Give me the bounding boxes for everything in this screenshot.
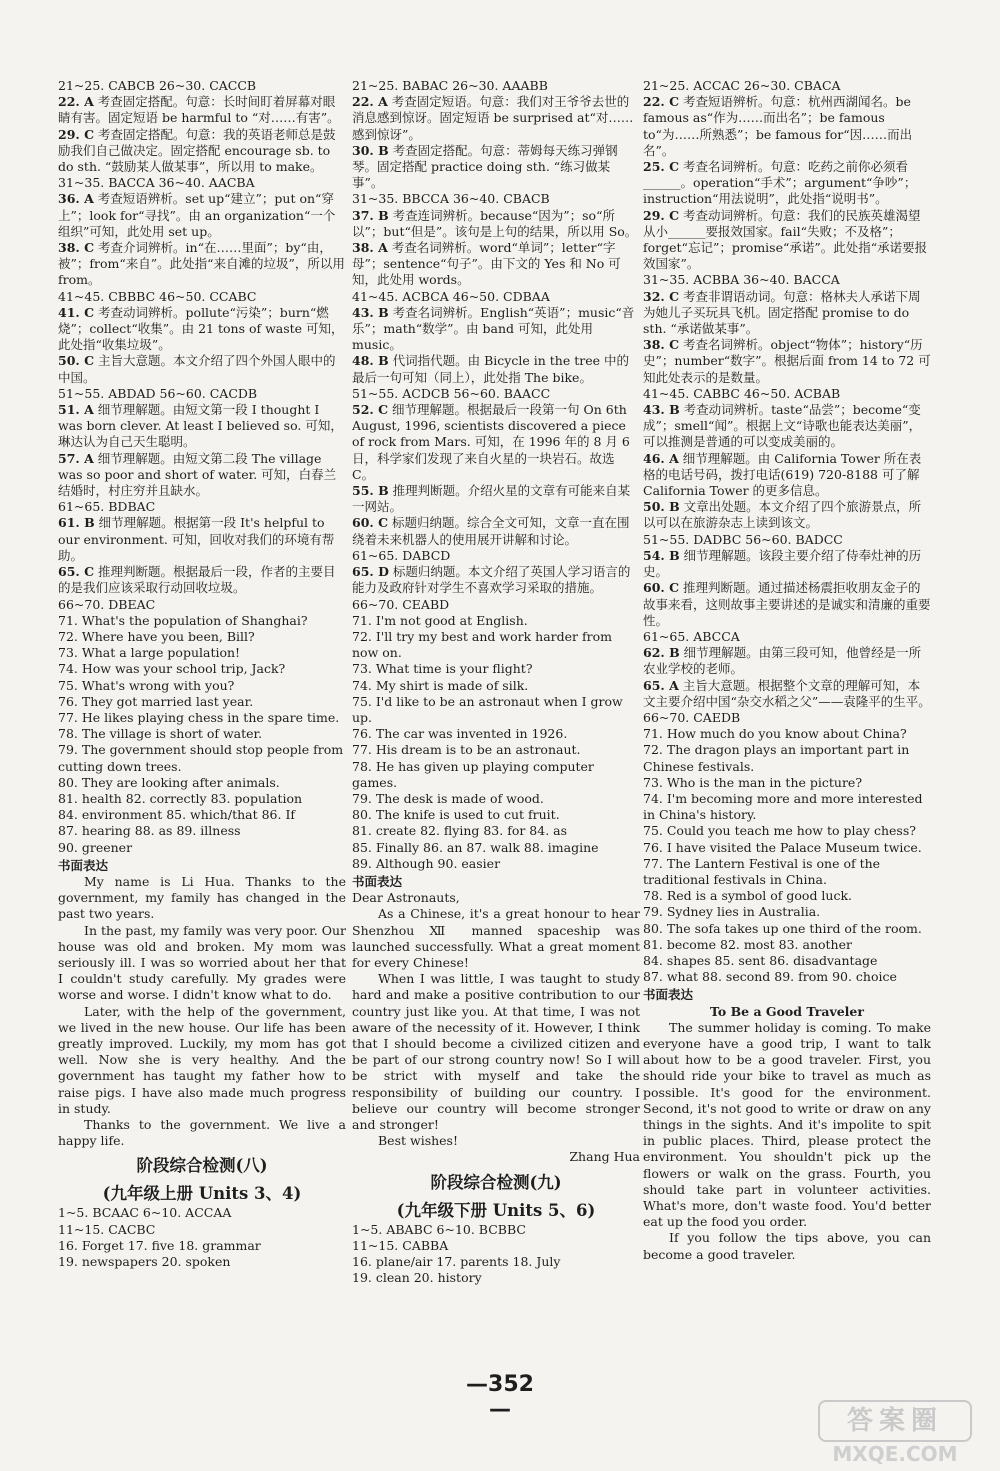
answer-line: 52. C 细节理解题。根据最后一段第一句 On 6th August, 1996, scientists discovered a piece of rock from Mars. 可知，在 1996 年的 8 月 6 日，科学家们发现了来自火星的一块岩石。故选 C。 [352,402,630,482]
essay-paragraph: In the past, my family was very poor. Our house was old and broken. My mom was seriously ill. I was so worried about her that I couldn't study carefully. My grades were worse and worse. I didn't know what to do. [58,922,346,1003]
question-number: 43. B [352,304,389,320]
section-heading: 书面表达 [58,857,109,873]
question-number: 65. C [58,564,95,580]
answer-line: 51~55. ACDCB 56~60. BAACC [352,385,551,401]
question-number: 61. B [58,515,95,531]
answer-column-1 [58,78,346,1270]
answer-line: 65. C 推理判断题。根据最后一段，作者的主要目的是我们应该采取行动回收垃圾。 [58,564,336,596]
answer-line: 31~35. BBCCA 36~40. CBACB [352,191,550,207]
page-number: —352— [466,1372,534,1422]
question-number: 65. A [643,677,679,693]
answer-line: 51. A 细节理解题。由短文第一段 I thought I was born clever. At least I believed so. 可知，琳达认为自己天生聪明。 [58,402,343,450]
essay-paragraph: If you follow the tips above, you can become a good traveler. [643,1230,931,1262]
question-number: 50. C [58,353,95,369]
answer-line: 74. I'm becoming more and more interested in China's history. [643,790,923,823]
question-number: 60. C [352,515,389,531]
answer-line: 60. C 推理判断题。通过描述杨震拒收朋友金子的故事来看，这则故事主要讲述的是诚实和清廉的重要性。 [643,580,931,628]
section-heading: 书面表达 [352,873,403,889]
answer-line: 19. clean 20. history [352,1270,482,1286]
answer-line: 60. C 标题归纳题。综合全文可知，文章一直在围绕着未来机器人的使用展开讲解和讨论。 [352,515,630,547]
answer-line: 84. environment 85. which/that 86. If [58,807,296,823]
answer-line: 61. B 细节理解题。根据第一段 It's helpful to our environment. 可知，回收对我们的环境有帮助。 [58,515,335,563]
answer-line: 81. health 82. correctly 83. population [58,790,303,806]
watermark-logo [800,1400,990,1466]
answer-line: 1~5. BCAAC 6~10. ACCAA [58,1205,232,1221]
answer-line: 41. C 考查动词辨析。pollute“污染”；burn“燃烧”；collect“收集”。由 21 tons of waste 可知，此处指“收集垃圾”。 [58,304,344,353]
essay-signature: Zhang Hua [569,1149,640,1165]
question-number: 65. D [352,564,389,580]
question-number: 50. B [643,499,680,515]
answer-line: 78. The village is short of water. [58,726,263,742]
answer-line: 81. become 82. most 83. another [643,936,852,952]
answer-line: 55. B 推理判断题。介绍火星的文章有可能来自某一网站。 [352,483,631,515]
answer-line: 36. A 考查短语辨析。set up“建立”；put on“穿上”；look for“寻找”。由 an organization“一个组织”可知，此处用 set up。 [58,191,336,239]
answer-line: Dear Astronauts, [352,890,460,906]
answer-line: 73. What time is your flight? [352,661,533,677]
answer-line: 38. A 考查名词辨析。word“单词”；letter“字母”；sentence“句子”。由下文的 Yes 和 No 可知，此处用 words。 [352,240,621,288]
essay-paragraph: Later, with the help of the government, we lived in the new house. Our life has been greatly improved. Luckily, my mom has got well. Now she is very healthy. And the government has taught my father how to raise pigs. I have also made much progress in study. [58,1003,346,1116]
answer-line: 38. C 考查介词辨析。in“在……里面”；by“由，被”；from“来自”。此处指“来自滩的垃圾”，所以用 from。 [58,240,345,288]
essay-paragraph: Best wishes! [378,1133,458,1149]
essay-paragraph: My name is Li Hua. Thanks to the government, my family has changed in the past two years. [58,873,346,922]
answer-line: 21~25. ACCAC 26~30. CBACA [643,78,841,93]
question-number: 38. C [58,240,95,256]
question-number: 43. B [643,402,680,418]
answer-line: 81. create 82. flying 83. for 84. as [352,823,568,839]
answer-line: 75. I'd like to be an astronaut when I grow up. [352,693,623,725]
answer-line: 16. Forget 17. five 18. grammar [58,1237,261,1253]
answer-line: 90. greener [58,839,133,855]
answer-line: 11~15. CACBC [58,1221,156,1237]
question-number: 57. A [58,450,94,466]
answer-line: 71. I'm not good at English. [352,612,528,628]
answer-line: 31~35. BACCA 36~40. AACBA [58,175,255,191]
answer-line: 61~65. ABCCA [643,628,740,644]
answer-line: 29. C 考查固定搭配。句意：我的英语老师总是鼓励我们自己做决定。固定搭配 encourage sb. to do sth. “鼓励某人做某事”，所以用 to make。 [58,126,336,175]
answer-line: 22. A 考查固定搭配。句意：长时间盯着屏幕对眼睛有害。固定短语 be harmful to “对……有害”。 [58,94,340,126]
question-number: 41. C [58,304,95,320]
answer-line: 50. C 主旨大意题。本文介绍了四个外国人眼中的中国。 [58,353,336,385]
answer-line: 66~70. DBEAC [58,596,156,612]
answer-line: 78. Red is a symbol of good luck. [643,888,853,904]
answer-line: 71. What's the population of Shanghai? [58,612,308,628]
answer-line: 43. B 考查动词辨析。taste“品尝”；become“变成”；smell“闻”。根据上文“诗歌也能表达美丽”，可以推测是普通的可以变成美丽的。 [643,402,922,450]
answer-line: 74. My shirt is made of silk. [352,677,529,693]
essay-paragraph: As a Chinese, it's a great honour to hear Shenzhou Ⅻ manned spaceship was launched successfully. What a great moment for every Chinese! [352,906,640,970]
answer-line: 38. C 考查名词辨析。object“物体”；history“历史”；number“数字”。根据后面 from 14 to 72 可知此处表示的是数量。 [643,337,931,385]
answer-line: 16. plane/air 17. parents 18. July [352,1254,561,1270]
answer-line: 76. I have visited the Palace Museum twice. [643,839,922,855]
answer-line: 32. C 考查非谓语动词。句意：格林夫人承诺下周为她儿子买玩具飞机。固定搭配 promise to do sth. “承诺做某事”。 [643,288,921,337]
answer-line: 72. The dragon plays an important part in Chinese festivals. [643,742,910,774]
answer-line: 31~35. ACBBA 36~40. BACCA [643,272,840,288]
answer-line: 80. The sofa takes up one third of the room. [643,920,922,936]
answer-line: 57. A 细节理解题。由短文第二段 The village was so poor and short of water. 可知，白春兰结婚时，村庄穷并且缺水。 [58,450,337,499]
answer-line: 76. They got married last year. [58,693,254,709]
answer-line: 37. B 考查连词辨析。because“因为”；so“所以”；but“但是”。该句是上句的结果，所以用 So。 [352,207,638,239]
answer-line: 62. B 细节理解题。由第三段可知，他曾经是一所农业学校的老师。 [643,645,922,677]
answer-line: 89. Although 90. easier [352,855,501,871]
answer-line: 43. B 考查名词辨析。English“英语”；music“音乐”；math“数学”。由 band 可知，此处用 music。 [352,304,635,353]
answer-line: 22. C 考查短语辨析。句意：杭州西湖闻名。be famous as“作为……而出名”；be famous to“为……所熟悉”；be famous for“因……而出名”。 [643,94,913,158]
answer-line: 11~15. CABBA [352,1237,449,1253]
answer-line: 80. They are looking after animals. [58,774,280,790]
question-number: 38. C [643,337,680,353]
answer-line: 46. A 细节理解题。由 California Tower 所在表格的电话号码，拨打电话(619) 720-8188 可了解 California Tower 的更多信息。 [643,450,922,499]
watermark-logo-mark: 答案圈 [818,1400,972,1442]
answer-line: 87. what 88. second 89. from 90. choice [643,969,897,985]
essay-paragraph: The summer holiday is coming. To make everyone have a good trip, I want to talk about how to be a good traveler. First, you should ride your bike to travel as much as possible. It's good for the environment. Second, it's not good to write or draw on any things in the sights. And it's impolite to spit in public places. Third, please protect the environment. You shouldn't pick up the flowers or walk on the grass. Fourth, you should take part in volunteer activities. What's more, don't waste food. You'd better eat up the food you order. [643,1019,931,1230]
answer-line: 75. What's wrong with you? [58,677,235,693]
question-number: 60. C [643,580,680,596]
answer-line: 79. The desk is made of wood. [352,790,544,806]
question-number: 48. B [352,353,389,369]
question-number: 51. A [58,402,94,418]
essay-title: To Be a Good Traveler [710,1003,864,1019]
answer-line: 80. The knife is used to cut fruit. [352,807,560,823]
answer-line: 75. Could you teach me how to play chess? [643,823,916,839]
answer-line: 76. The car was invented in 1926. [352,726,568,742]
question-number: 55. B [352,483,389,499]
answer-line: 29. C 考查动词辨析。句意：我们的民族英雄渴望从小______要报效国家。fail“失败；不及格”；forget“忘记”；promise“承诺”。此处指“承诺要报效国家”。 [643,207,928,272]
question-number: 37. B [352,207,389,223]
answer-line: 21~25. CABCB 26~30. CACCB [58,78,257,93]
question-number: 52. C [352,402,389,418]
test-title: 阶段综合检测(九) [430,1172,562,1192]
question-number: 32. C [643,288,680,304]
answer-line: 77. The Lantern Festival is one of the traditional festivals in China. [643,855,881,887]
question-number: 36. A [58,191,94,207]
answer-line: 50. B 文章出处题。本文介绍了四个旅游景点，所以可以在旅游杂志上读到该文。 [643,499,922,531]
question-number: 62. B [643,645,680,661]
answer-line: 66~70. CEABD [352,596,450,612]
answer-line: 77. His dream is to be an astronaut. [352,742,581,758]
answer-line: 41~45. CBBBC 46~50. CCABC [58,288,257,304]
question-number: 29. C [58,126,95,142]
test-title: (九年级下册 Units 5、6) [396,1200,596,1220]
answer-line: 74. How was your school trip, Jack? [58,661,286,677]
answer-line: 84. shapes 85. sent 86. disadvantage [643,952,878,968]
answer-line: 85. Finally 86. an 87. walk 88. imagine [352,839,599,855]
answer-line: 65. A 主旨大意题。根据整个文章的理解可知，本文主要介绍中国“杂交水稻之父”——袁隆平的生平。 [643,677,931,709]
answer-line: 21~25. BABAC 26~30. AAABB [352,78,548,93]
answer-line: 78. He has given up playing computer games. [352,758,594,790]
question-number: 30. B [352,142,389,158]
answer-line: 87. hearing 88. as 89. illness [58,823,241,839]
question-number: 54. B [643,547,680,563]
question-number: 29. C [643,207,680,223]
answer-line: 61~65. DABCD [352,547,451,563]
answer-line: 51~55. ABDAD 56~60. CACDB [58,385,258,401]
answer-line: 73. Who is the man in the picture? [643,774,863,790]
answer-line: 73. What a large population! [58,645,241,661]
answer-column-3 [643,78,931,1263]
answer-line: 77. He likes playing chess in the spare time. [58,709,340,725]
answer-column-2 [352,78,640,1286]
answer-line: 41~45. ACBCA 46~50. CDBAA [352,288,550,304]
question-number: 46. A [643,450,679,466]
answer-line: 1~5. ABABC 6~10. BCBBC [352,1221,526,1237]
answer-line: 54. B 细节理解题。该段主要介绍了侍奉灶神的历史。 [643,547,922,580]
answer-line: 79. Sydney lies in Australia. [643,904,821,920]
answer-line: 65. D 标题归纳题。本文介绍了英国人学习语言的能力及政府针对学生不喜欢学习采取的措施。 [352,564,631,596]
essay-paragraph: Thanks to the government. We live a happy life. [58,1117,346,1149]
question-number: 22. A [352,94,388,110]
answer-line: 79. The government should stop people from cutting down trees. [58,742,344,774]
watermark-url: MXQE.COM [832,1442,958,1466]
answer-line: 30. B 考查固定搭配。句意：蒂姆每天练习弹钢琴。固定搭配 practice doing sth. “练习做某事”。 [352,142,618,191]
answer-line: 72. I'll try my best and work harder from now on. [352,628,612,661]
answer-line: 51~55. DADBC 56~60. BADCC [643,531,843,547]
answer-line: 25. C 考查名词辨析。句意：吃药之前你必须看______。operation“手术”；argument“争吵”；instruction“用法说明”，此处指“说明书”。 [643,159,917,207]
answer-line: 66~70. CAEDB [643,709,741,725]
answer-line: 72. Where have you been, Bill? [58,628,255,644]
answer-line: 22. A 考查固定短语。句意：我们对王爷爷去世的消息感到惊讶。固定短语 be surprised at“对……感到惊讶”。 [352,94,634,142]
answer-line: 61~65. BDBAC [58,499,156,515]
question-number: 22. C [643,94,680,110]
answer-line: 41~45. CABBC 46~50. ACBAB [643,385,841,401]
answer-line: 71. How much do you know about China? [643,726,907,742]
test-title: 阶段综合检测(八) [136,1156,268,1176]
section-heading: 书面表达 [643,987,694,1003]
question-number: 22. A [58,94,94,110]
question-number: 25. C [643,159,680,175]
essay-paragraph: When I was little, I was taught to study hard and make a positive contribution to our country just like you. At that time, I was not aware of the necessity of it. However, I think that I should become a civilized citizen and be part of our strong country now! So I will be strict with myself and take the responsibility of building our country. I believe our country will become stronger and stronger! [352,971,640,1132]
question-number: 38. A [352,240,388,256]
test-title: (九年级上册 Units 3、4) [102,1184,302,1204]
answer-line: 19. newspapers 20. spoken [58,1254,231,1270]
answer-line: 48. B 代词指代题。由 Bicycle in the tree 中的最后一句可知（同上），此处指 The bike。 [352,353,629,385]
